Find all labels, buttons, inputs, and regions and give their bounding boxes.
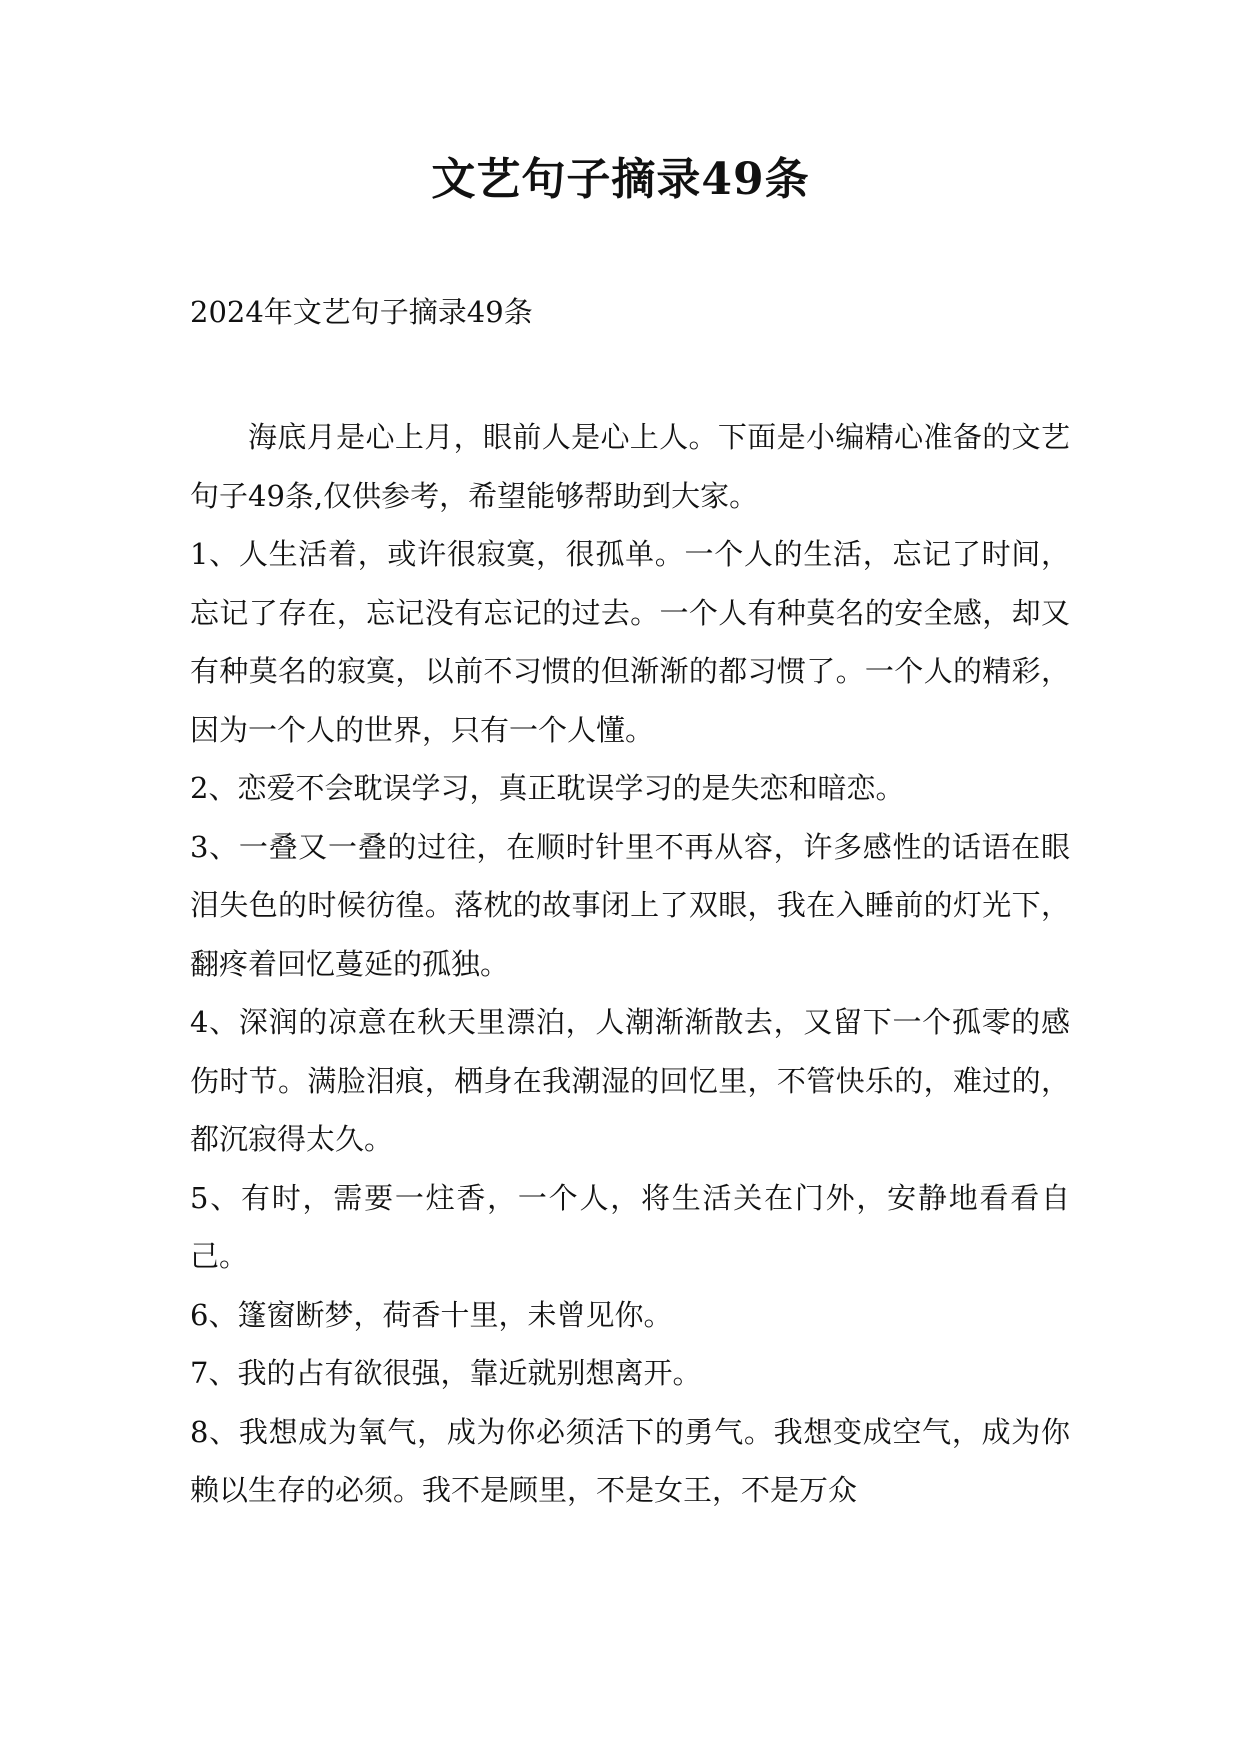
document-subtitle: 2024年文艺句子摘录49条: [190, 295, 533, 329]
list-item: 5、有时，需要一炷香，一个人，将生活关在门外，安静地看看自己。: [190, 1180, 1070, 1273]
list-item: 7、我的占有欲很强，靠近就别想离开。: [190, 1356, 702, 1390]
list-item: 2、恋爱不会耽误学习，真正耽误学习的是失恋和暗恋。: [190, 771, 905, 805]
list-item: 4、深润的凉意在秋天里漂泊，人潮渐渐散去，又留下一个孤零的感伤时节。满脸泪痕，栖身在我潮湿的回忆里，不管快乐的，难过的，都沉寂得太久。: [190, 1005, 1070, 1156]
intro-paragraph: 海底月是心上月，眼前人是心上人。下面是小编精心准备的文艺句子49条,仅供参考，希望能够帮助到大家。: [190, 420, 1070, 513]
list-item: 1、人生活着，或许很寂寞，很孤单。一个人的生活，忘记了时间，忘记了存在，忘记没有忘记的过去。一个人有种莫名的安全感，却又有种莫名的寂寞，以前不习惯的但渐渐的都习惯了。一个人的精彩，因为一个人的世界，只有一个人懂。: [190, 537, 1070, 747]
document-body: [190, 408, 1070, 1520]
list-item: 3、一叠又一叠的过往，在顺时针里不再从容，许多感性的话语在眼泪失色的时候彷徨。落枕的故事闭上了双眼，我在入睡前的灯光下，翻疼着回忆蔓延的孤独。: [190, 829, 1070, 981]
list-item: 8、我想成为氧气，成为你必须活下的勇气。我想变成空气，成为你赖以生存的必须。我不是顾里，不是女王，不是万众: [190, 1414, 1070, 1507]
document-title: 文艺句子摘录49条: [431, 154, 810, 205]
list-item: 6、篷窗断梦，荷香十里，未曾见你。: [190, 1297, 673, 1332]
